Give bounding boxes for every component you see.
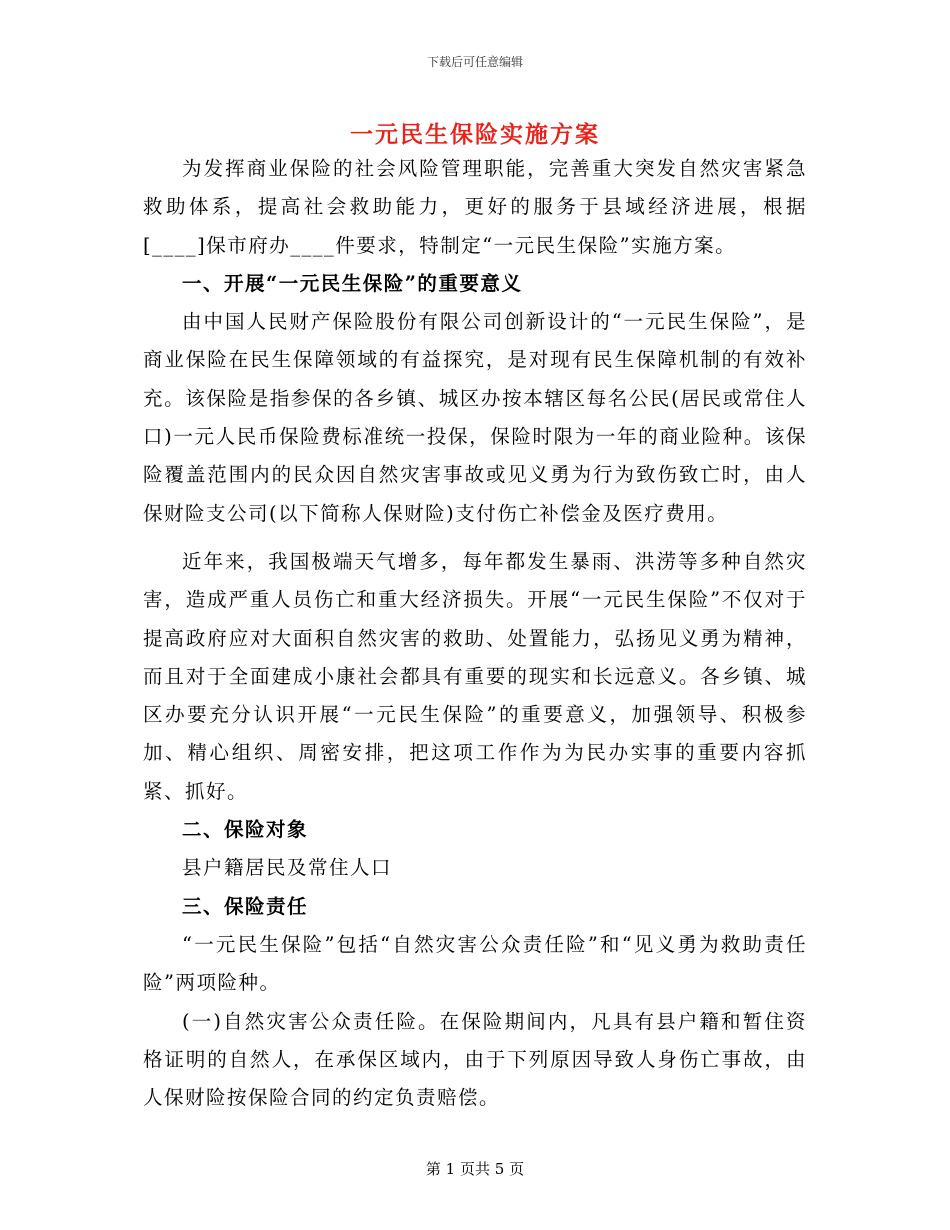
document-title: 一元民生保险实施方案 <box>350 121 600 148</box>
section-3-paragraph-2: (一)自然灾害公众责任险。在保险期间内，凡具有县户籍和暂住资格证明的自然人，在承保区域内，由于下列原因导致人身伤亡事故，由人保财险按保险合同的约定负责赔偿。 <box>143 1009 807 1110</box>
section-2-heading: 二、保险对象 <box>182 818 309 842</box>
section-1-paragraph-1: 由中国人民财产保险股份有限公司创新设计的“一元民生保险”，是商业保险在民生保障领域的有益探究，是对现有民生保障机制的有效补充。该保险是指参保的各乡镇、城区办按本辖区每名公民(居民或常住人口)一元人民币保险费标准统一投保，保险时限为一年的商业险种。该保险覆盖范围内的民众因自然灾害事故或见义勇为行为致伤致亡时，由人保财险支公司(以下简称人保财险)支付伤亡补偿金及医疗费用。 <box>143 310 807 525</box>
section-1-heading: 一、开展“一元民生保险”的重要意义 <box>182 271 523 295</box>
document-body <box>143 150 807 1117</box>
intro-paragraph: 为发挥商业保险的社会风险管理职能，完善重大突发自然灾害紧急救助体系，提高社会救助能力，更好的服务于县域经济进展，根据[____]保市府办____件要求，特制定“一元民生保险”实施方案。 <box>143 157 807 257</box>
page-header-note: 下载后可任意编辑 <box>426 55 523 69</box>
section-3-paragraph-1: “一元民生保险”包括“自然灾害公众责任险”和“见义勇为救助责任险”两项险种。 <box>143 932 807 995</box>
section-1-paragraph-2: 近年来，我国极端天气增多，每年都发生暴雨、洪涝等多种自然灾害，造成严重人员伤亡和重大经济损失。开展“一元民生保险”不仅对于提高政府应对大面积自然灾害的救助、处置能力，弘扬见义勇为精神，而且对于全面建成小康社会都具有重要的现实和长远意义。各乡镇、城区办要充分认识开展“一元民生保险”的重要意义，加强领导、积极参加、精心组织、周密安排，把这项工作作为为民办实事的重要内容抓紧、抓好。 <box>143 549 807 803</box>
section-3-heading: 三、保险责任 <box>182 894 309 918</box>
section-2-paragraph-1: 县户籍居民及常住人口 <box>182 856 393 880</box>
page-number: 第 1 页共 5 页 <box>425 1160 525 1178</box>
